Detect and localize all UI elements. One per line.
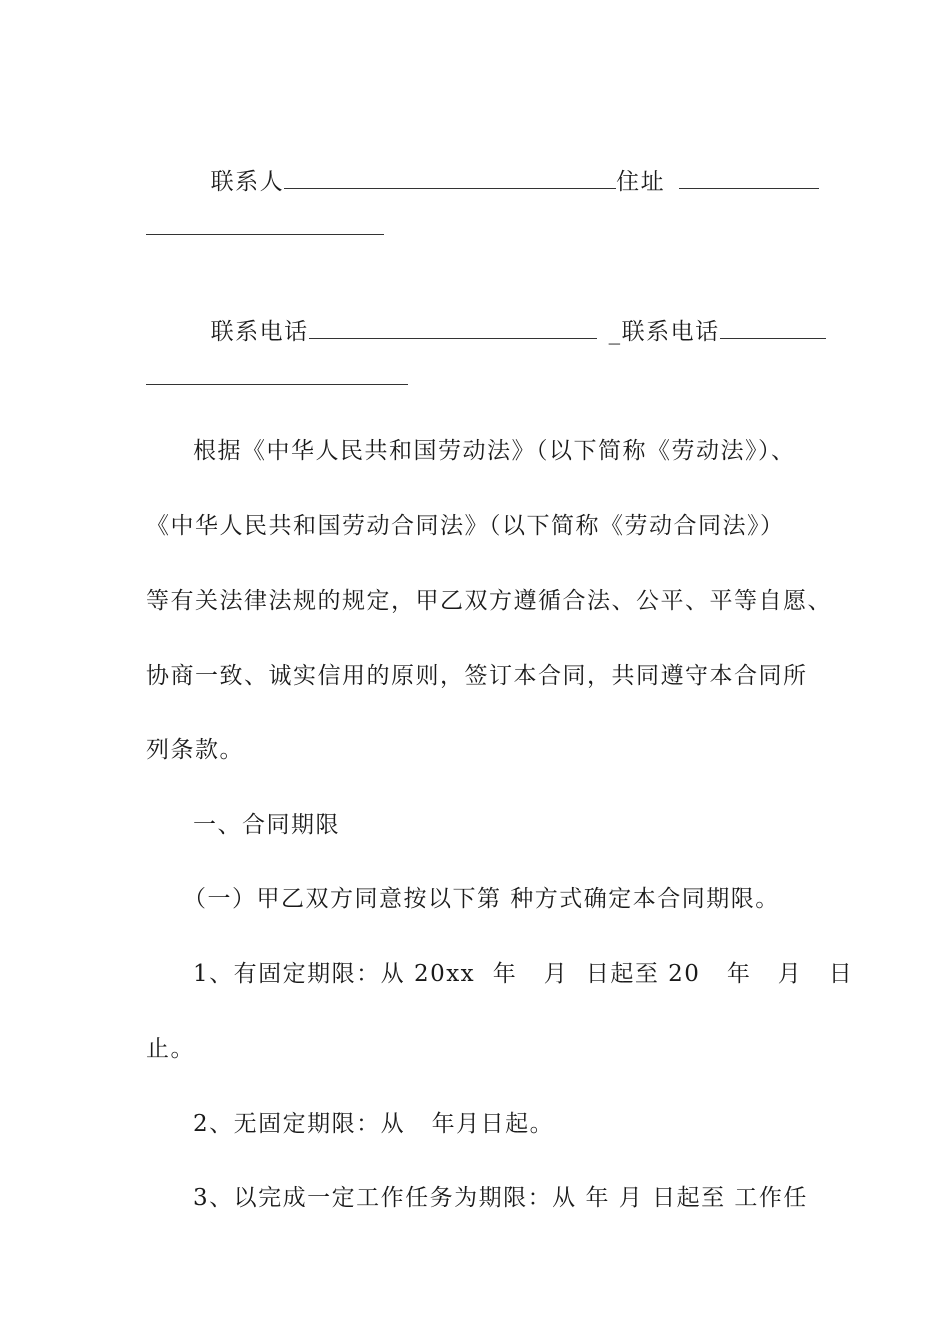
contact-row-2: [193, 287, 826, 347]
preamble-line-1: 根据《中华人民共和国劳动法》（以下简称《劳动法》）、: [193, 438, 796, 464]
clause-1: （一）甲乙双方同意按以下第 种方式确定本合同期限。: [183, 886, 780, 912]
address-continuation-blank[interactable]: [146, 234, 384, 235]
phone-blank-2[interactable]: [720, 318, 826, 339]
preamble-line-5: 列条款。: [146, 737, 244, 763]
preamble-line-3: 等有关法律法规的规定，甲乙双方遵循合法、公平、平等自愿、: [146, 588, 832, 614]
contact-person-blank[interactable]: [284, 168, 616, 189]
contact-row-1: [193, 137, 819, 197]
phone-blank-1[interactable]: [309, 318, 597, 339]
phone-continuation-blank[interactable]: [146, 384, 408, 385]
item-1-line-2: 止。: [146, 1036, 195, 1062]
phone-label-2: 联系电话: [621, 319, 720, 345]
preamble-line-4: 协商一致、诚实信用的原则，签订本合同，共同遵守本合同所: [146, 663, 808, 689]
phone-label-1: 联系电话: [210, 319, 309, 345]
address-blank[interactable]: [679, 168, 819, 189]
section-heading: 一、合同期限: [193, 812, 340, 838]
phone-separator: _: [608, 319, 622, 345]
item-2: 2、无固定期限：从 年月日起。: [193, 1111, 555, 1137]
contact-person-label: 联系人: [210, 169, 285, 195]
item-1-line-1: 1、有固定期限：从 20xx 年 月 日起至 20 年 月 日: [193, 961, 854, 987]
address-label: 住址: [616, 169, 666, 195]
preamble-line-2: 《中华人民共和国劳动合同法》（以下简称《劳动合同法》）: [146, 513, 785, 539]
item-3: 3、以完成一定工作任务为期限：从 年 月 日起至 工作任: [193, 1185, 808, 1211]
